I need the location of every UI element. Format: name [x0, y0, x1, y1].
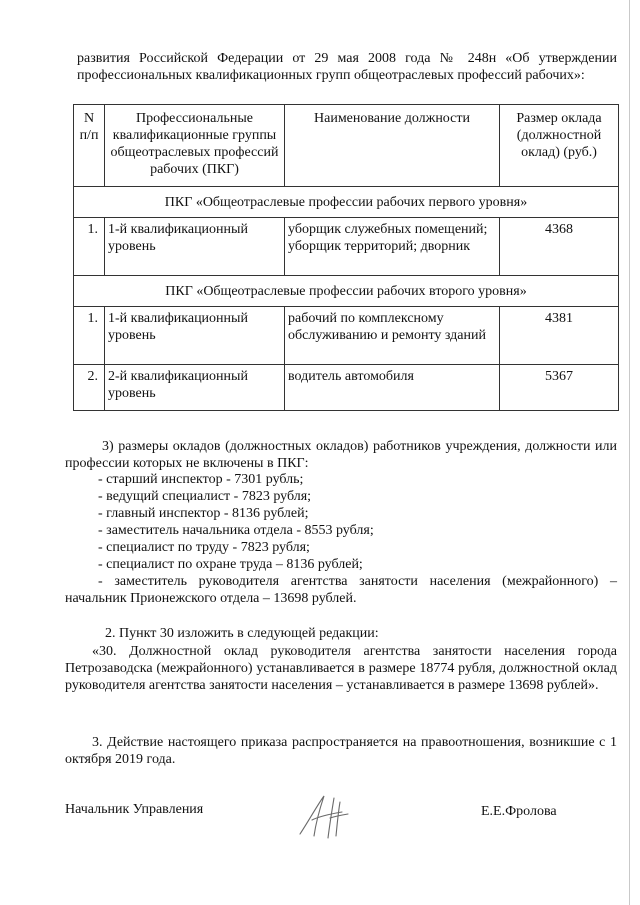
- item3-intro: 3) размеры окладов (должностных окладов) работников учреждения, должности или профессии которых не включены в ПКГ:: [65, 439, 617, 471]
- intro-paragraph: развития Российской Федерации от 29 мая 2008 года № 248н «Об утверждении профессиональных квалификационных групп общеотраслевых профессий рабочих»:: [77, 51, 617, 83]
- row-position: водитель автомобиля: [285, 365, 500, 411]
- header-salary: Размер оклада (должностной оклад) (руб.): [500, 105, 619, 187]
- salary-table: [73, 104, 619, 411]
- list-item: - главный инспектор - 8136 рублей;: [98, 506, 309, 521]
- list-item: - специалист по труду - 7823 рубля;: [98, 540, 310, 555]
- list-item: - заместитель руководителя агентства занятости населения (межрайонного) – начальник Прионежского отдела – 13698 рублей.: [65, 574, 617, 606]
- row-level: 2-й квалификационный уровень: [105, 365, 285, 411]
- row-level: 1-й квалификационный уровень: [105, 307, 285, 365]
- row-salary: 5367: [500, 365, 619, 411]
- table-group-row: [74, 187, 619, 218]
- row-number: 1.: [74, 307, 105, 365]
- header-group: Профессиональные квалификационные группы общеотраслевых профессий рабочих (ПКГ): [105, 105, 285, 187]
- point-3: 3. Действие настоящего приказа распространяется на правоотношения, возникшие с 1 октября 2019 года.: [65, 735, 617, 767]
- page-edge-line: [629, 0, 630, 905]
- row-position: рабочий по комплексному обслуживанию и ремонту зданий: [285, 307, 500, 365]
- row-level: 1-й квалификационный уровень: [105, 218, 285, 276]
- group-title: ПКГ «Общеотраслевые профессии рабочих первого уровня»: [74, 187, 619, 218]
- table-row: [74, 365, 619, 411]
- header-number: N п/п: [74, 105, 105, 187]
- point-2: 2. Пункт 30 изложить в следующей редакции:: [105, 626, 379, 641]
- item3-list: [65, 471, 617, 607]
- table-header-row: [74, 105, 619, 187]
- row-number: 1.: [74, 218, 105, 276]
- list-item: - специалист по охране труда – 8136 рублей;: [98, 557, 363, 572]
- point-30-text: «30. Должностной оклад руководителя агентства занятости населения города Петрозаводска (межрайонного) устанавливается в размере 18774 рубля, должностной оклад руководителя агентства занятости населения – устанавливается в размере 13698 рублей».: [65, 644, 617, 693]
- row-number: 2.: [74, 365, 105, 411]
- signatory-title: Начальник Управления: [65, 802, 204, 817]
- handwritten-signature-icon: [290, 792, 360, 842]
- list-item: - заместитель начальника отдела - 8553 рубля;: [98, 523, 374, 538]
- signatory-name: Е.Е.Фролова: [481, 804, 557, 819]
- row-salary: 4368: [500, 218, 619, 276]
- table-row: [74, 218, 619, 276]
- header-position: Наименование должности: [285, 105, 500, 187]
- table-group-row: [74, 276, 619, 307]
- group-title: ПКГ «Общеотраслевые профессии рабочих второго уровня»: [74, 276, 619, 307]
- list-item: - старший инспектор - 7301 рубль;: [98, 472, 304, 487]
- row-position: уборщик служебных помещений; уборщик территорий; дворник: [285, 218, 500, 276]
- row-salary: 4381: [500, 307, 619, 365]
- table-row: [74, 307, 619, 365]
- list-item: - ведущий специалист - 7823 рубля;: [98, 489, 312, 504]
